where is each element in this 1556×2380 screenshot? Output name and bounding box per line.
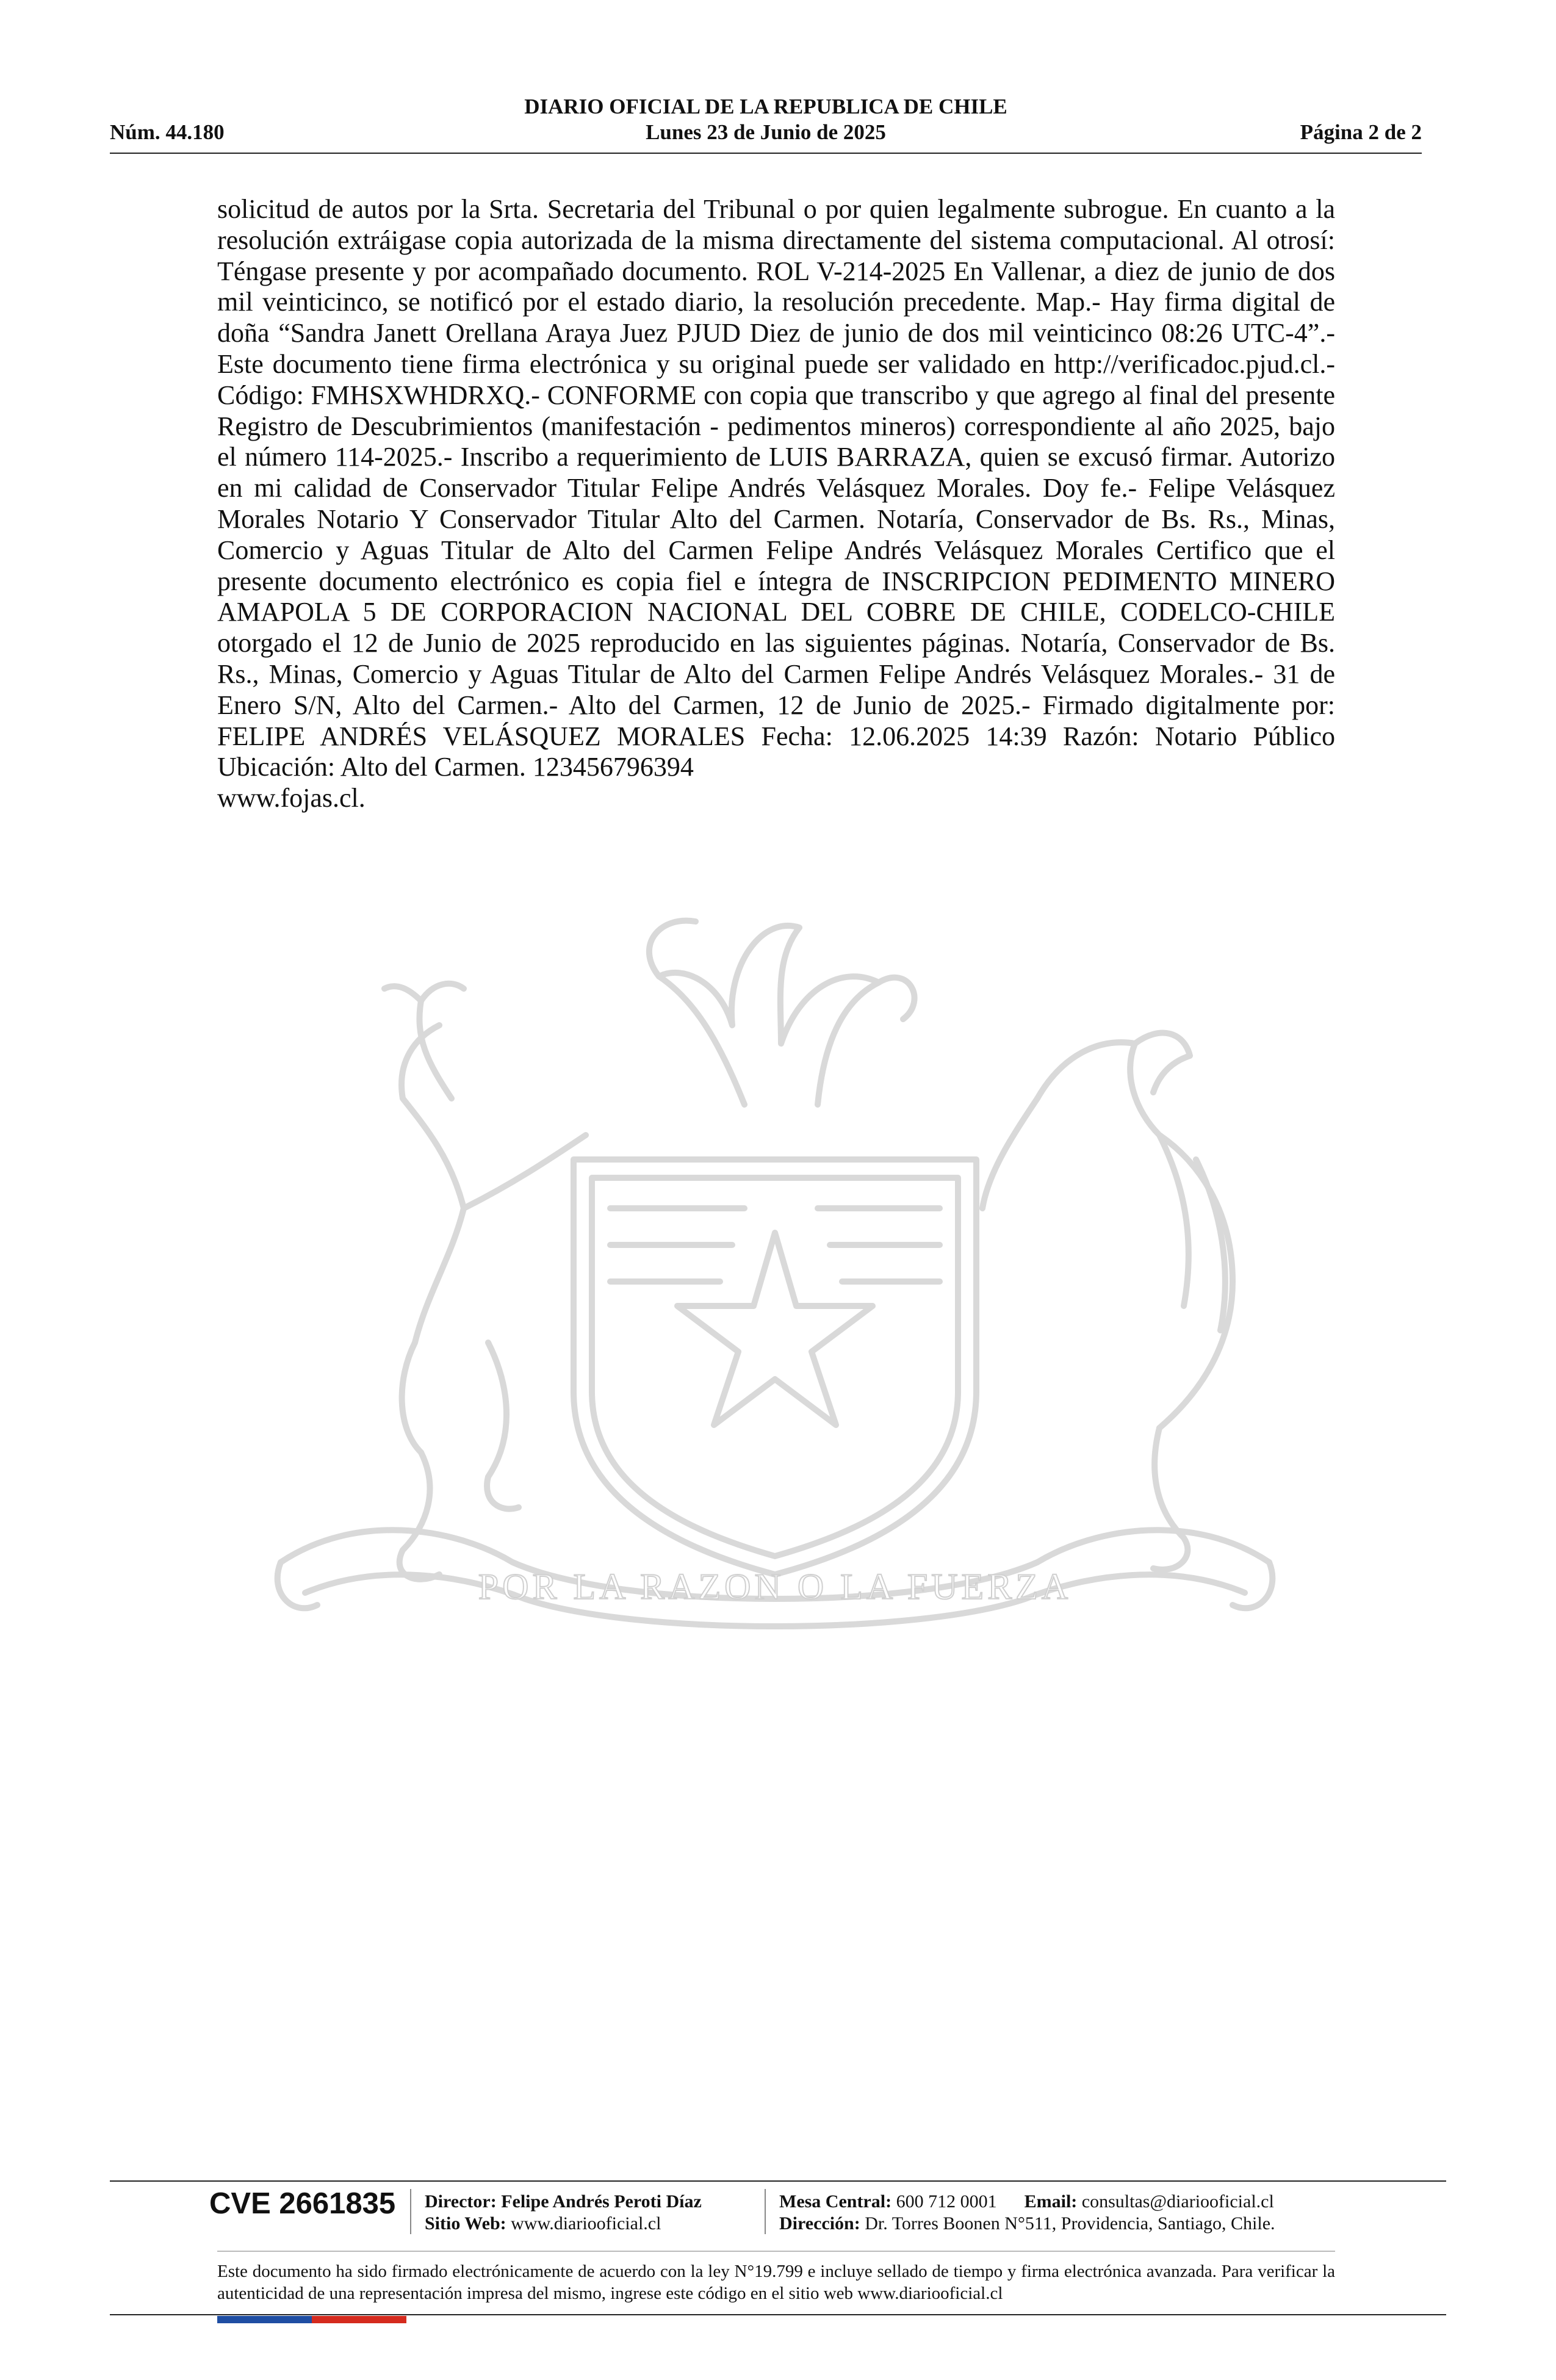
site-label: Sitio Web: bbox=[425, 2213, 506, 2234]
flag-color-bar bbox=[217, 2316, 406, 2323]
footer-divider-bottom bbox=[110, 2314, 1446, 2315]
header-divider bbox=[110, 153, 1422, 154]
flag-red-segment bbox=[312, 2316, 406, 2323]
watermark-motto: POR LA RAZON O LA FUERZA bbox=[478, 1567, 1072, 1607]
footer-divider-mid bbox=[217, 2251, 1335, 2252]
contact-info bbox=[779, 2191, 1275, 2235]
address-value: Dr. Torres Boonen N°511, Providencia, Santiago, Chile. bbox=[865, 2213, 1275, 2234]
page-number: Página 2 de 2 bbox=[1300, 120, 1422, 144]
newspaper-title: DIARIO OFICIAL DE LA REPUBLICA DE CHILE bbox=[524, 95, 1007, 118]
flag-blue-segment bbox=[217, 2316, 312, 2323]
address-label: Dirección: bbox=[779, 2213, 860, 2234]
footer-separator bbox=[765, 2189, 766, 2234]
document-body-text: solicitud de autos por la Srta. Secretaria del Tribunal o por quien legalmente subrogue. En cuanto a la resolución extráigase copia autorizada de la misma directamente del sistema computacional. Al otrosí: Téngase presente y por acompañado documento. ROL V-214-2025 En Vallenar, a diez de junio de dos mil veinticinco, se notificó por el estado diario, la resolución precedente. Map.- Hay firma digital de doña “Sandra Janett Orellana Araya Juez PJUD Diez de junio de dos mil veinticinco 08:26 UTC-4”.- Este documento tiene firma electrónica y su original puede ser validado en http://verificadoc.pjud.cl.- Código: FMHSXWHDRXQ.- CONFORME con copia que transcribo y que agrego al final del presente Registro de Descubrimientos (manifestación - pedimentos mineros) correspondiente al año 2025, bajo el número 114-2025.- Inscribo a requerimiento de LUIS BARRAZA, quien se excusó firmar. Autorizo en mi calidad de Conservador Titular Felipe Andrés Velásquez Morales. Doy fe.- Felipe Velásquez Morales Notario Y Conservador Titular Alto del Carmen. Notaría, Conservador de Bs. Rs., Minas, Comercio y Aguas Titular de Alto del Carmen Felipe Andrés Velásquez Morales Certifico que el presente documento electrónico es copia fiel e íntegra de INSCRIPCION PEDIMENTO MINERO AMAPOLA 5 DE CORPORACION NACIONAL DEL COBRE DE CHILE, CODELCO-CHILE otorgado el 12 de Junio de 2025 reproducido en las siguientes páginas. Notaría, Conservador de Bs. Rs., Minas, Comercio y Aguas Titular de Alto del Carmen Felipe Andrés Velásquez Morales.- 31 de Enero S/N, Alto del Carmen.- Alto del Carmen, 12 de Junio de 2025.- Firmado digitalmente por: FELIPE ANDRÉS VELÁSQUEZ MORALES Fecha: 12.06.2025 14:39 Razón: Notario Público Ubicación: Alto del Carmen. 123456796394 www.fojas.cl. bbox=[217, 194, 1335, 813]
footer-divider-top bbox=[110, 2180, 1446, 2182]
issue-date: Lunes 23 de Junio de 2025 bbox=[646, 120, 886, 144]
footer-separator bbox=[410, 2189, 411, 2234]
mesa-phone: 600 712 0001 bbox=[896, 2191, 997, 2212]
cve-code: CVE 2661835 bbox=[209, 2187, 396, 2220]
page-header bbox=[110, 95, 1422, 162]
director-name: Felipe Andrés Peroti Díaz bbox=[501, 2191, 702, 2212]
issue-number: Núm. 44.180 bbox=[110, 120, 225, 144]
mesa-label: Mesa Central: bbox=[779, 2191, 892, 2212]
email-link[interactable]: consultas@diariooficial.cl bbox=[1081, 2191, 1274, 2212]
verification-note: Este documento ha sido firmado electrónicamente de acuerdo con la ley N°19.799 e incluye sellado de tiempo y firma electrónica avanzada. Para verificar la autenticidad de una representación impresa del mismo, ingrese este código en el sitio web www.diariooficial.cl bbox=[217, 2262, 1335, 2303]
director-info bbox=[425, 2191, 702, 2235]
email-label: Email: bbox=[1024, 2191, 1078, 2212]
director-label: Director: bbox=[425, 2191, 497, 2212]
site-link[interactable]: www.diariooficial.cl bbox=[511, 2213, 661, 2234]
coat-of-arms-watermark bbox=[195, 842, 1355, 1678]
header-row bbox=[110, 120, 1422, 148]
